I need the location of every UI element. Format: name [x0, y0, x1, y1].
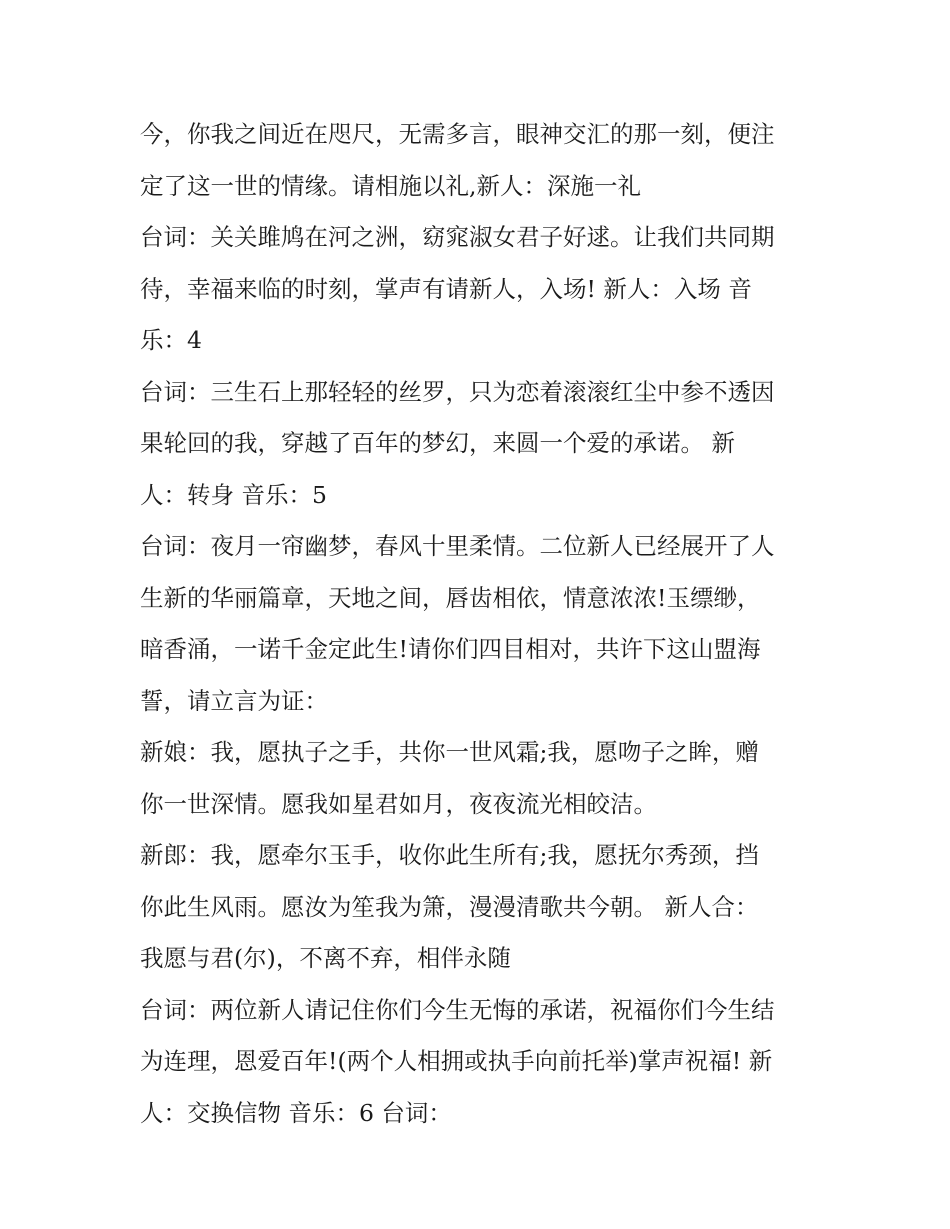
text-line-9: 台词：夜月一帘幽梦，春风十里柔情。二位新人已经展开了人	[140, 532, 775, 560]
text-line-4: 待，幸福来临的时刻，掌声有请新人，入场! 新人：入场 音	[140, 274, 752, 303]
text-line-11: 暗香涌，一诺千金定此生!请你们四目相对，共许下这山盟海	[140, 635, 761, 663]
text-line-14: 你一世深情。愿我如星君如月，夜夜流光相皎洁。	[140, 789, 657, 818]
text-line-3: 台词：关关雎鸠在河之洲，窈窕淑女君子好逑。让我们共同期	[140, 223, 775, 251]
text-line-10: 生新的华丽篇章，天地之间，唇齿相依，情意浓浓!玉缥缈，	[140, 583, 761, 612]
text-line-15: 新郎：我，愿牵尔玉手，收你此生所有;我，愿抚尔秀颈，挡	[140, 841, 759, 869]
text-line-1: 今，你我之间近在咫尺，无需多言，眼神交汇的那一刻，便注	[140, 120, 775, 148]
text-line-20: 人：交换信物 音乐：6 台词：	[140, 1098, 452, 1127]
document-body	[140, 109, 820, 1139]
text-line-12: 誓，请立言为证：	[140, 686, 328, 715]
text-line-5: 乐：4	[140, 326, 202, 354]
text-line-17: 我愿与君(尔)，不离不弃，相伴永随	[140, 944, 511, 972]
text-line-7: 果轮回的我，穿越了百年的梦幻，来圆一个爱的承诺。 新	[140, 429, 735, 457]
text-line-2: 定了这一世的情缘。请相施以礼,新人：深施一礼	[140, 171, 641, 200]
text-line-19: 为连理，恩爱百年!(两个人相拥或执手向前托举)掌声祝福! 新	[140, 1047, 773, 1075]
text-line-16: 你此生风雨。愿汝为笙我为箫，漫漫清歌共今朝。 新人合：	[140, 892, 759, 921]
text-line-18: 台词：两位新人请记住你们今生无悔的承诺，祝福你们今生结	[140, 995, 775, 1024]
text-line-13: 新娘：我，愿执子之手，共你一世风霜;我，愿吻子之眸，赠	[140, 738, 759, 766]
text-line-8: 人：转身 音乐：5	[140, 480, 327, 509]
text-line-6: 台词：三生石上那轻轻的丝罗，只为恋着滚滚红尘中参不透因	[140, 377, 775, 406]
